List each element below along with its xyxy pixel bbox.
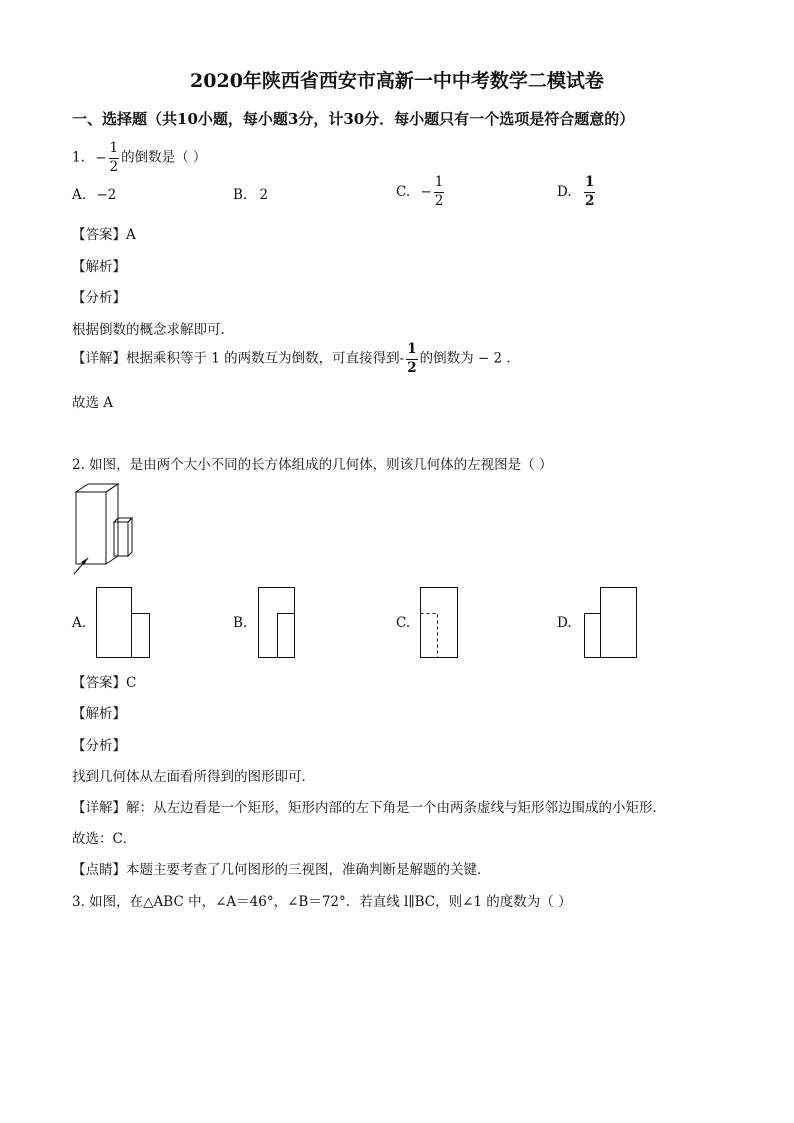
numerator: 1: [109, 142, 120, 159]
option-text: 2: [259, 187, 269, 203]
detail-line: [72, 343, 511, 375]
tall-box-front: [76, 492, 106, 564]
question-2-stem: 2. 如图，是由两个大小不同的长方体组成的几何体，则该几何体的左视图是（ ）: [72, 457, 553, 473]
option-a[interactable]: [72, 187, 116, 203]
q2-choice-line: 故选：C．: [72, 831, 137, 847]
q2-option-a-label[interactable]: A.: [72, 615, 87, 631]
q2-option-c-figure[interactable]: [420, 587, 460, 659]
choice-line: 故选 A: [72, 395, 114, 411]
q2-option-b-figure[interactable]: [258, 587, 298, 659]
q2-comment-text: 【点睛】本题主要考查了几何图形的三视图，准确判断是解题的关键．: [72, 862, 491, 878]
option-label: A.: [72, 187, 87, 203]
option-label: C.: [396, 184, 411, 200]
denominator: 2: [434, 192, 444, 209]
fenxi-tag: 【分析】: [72, 290, 126, 306]
q2-analysis-text: 找到几何体从左面看所得到的图形即可．: [72, 769, 315, 785]
option-text: −2: [96, 187, 117, 203]
q2-fenxi-tag: 【分析】: [72, 738, 126, 754]
minus-sign: −: [420, 184, 432, 200]
question-3-stem: 3. 如图，在△ABC 中，∠A＝46°，∠B＝72°．若直线 l∥BC，则∠1 的度数为（ ）: [72, 894, 572, 910]
numerator: 1: [434, 176, 445, 193]
question-1-stem: [72, 142, 206, 174]
q2-detail-text: 【详解】解：从左边看是一个矩形，矩形内部的左下角是一个由两条虚线与矩形邻边围成的小矩形．: [72, 800, 666, 816]
answer-tag: 【答案】: [72, 675, 126, 691]
option-c[interactable]: [396, 176, 446, 208]
option-b[interactable]: [233, 187, 268, 203]
minus-sign: −: [95, 150, 107, 166]
option-d[interactable]: [557, 176, 597, 208]
q2-option-d-figure[interactable]: [584, 587, 640, 659]
denominator: 2: [109, 158, 119, 175]
answer-value: C: [126, 675, 137, 691]
jiexi-tag: 【解析】: [72, 259, 126, 275]
detail-tag: 【详解】: [72, 350, 126, 367]
fraction: [109, 142, 120, 174]
fraction: [434, 176, 445, 208]
q2-answer-line: [72, 671, 136, 691]
tall-box-side: [106, 484, 118, 564]
fraction: [584, 176, 595, 208]
q2-option-d-label[interactable]: D.: [557, 615, 572, 631]
answer-line: [72, 223, 136, 243]
fraction: [406, 343, 417, 375]
option-label: D.: [557, 184, 572, 200]
denominator: 2: [407, 359, 417, 376]
solid-figure: [70, 482, 140, 577]
stem-text: 的倒数是（ ）: [121, 149, 207, 166]
q2-option-a-figure[interactable]: [96, 587, 152, 659]
option-label: B.: [233, 187, 248, 203]
numerator: 1: [406, 343, 417, 360]
small-box-front: [114, 522, 128, 556]
section-heading: 一、选择题（共10小题，每小题3分，计30分．每小题只有一个选项是符合题意的）: [72, 110, 635, 128]
answer-value: A: [126, 227, 136, 243]
numerator: 1: [584, 176, 595, 193]
q2-option-b-label[interactable]: B.: [233, 615, 248, 631]
question-number: 1.: [72, 149, 85, 166]
q2-jiexi-tag: 【解析】: [72, 706, 126, 722]
answer-tag: 【答案】: [72, 227, 126, 243]
detail-text-end: 的倒数为 − 2 .: [419, 350, 511, 367]
analysis-text: 根据倒数的概念求解即可.: [72, 322, 225, 338]
page-title: 2020年陕西省西安市高新一中中考数学二模试卷: [190, 70, 604, 92]
denominator: 2: [584, 192, 595, 209]
q2-option-c-label[interactable]: C.: [396, 615, 411, 631]
detail-text: 根据乘积等于 1 的两数互为倒数，可直接得到-: [126, 350, 405, 367]
